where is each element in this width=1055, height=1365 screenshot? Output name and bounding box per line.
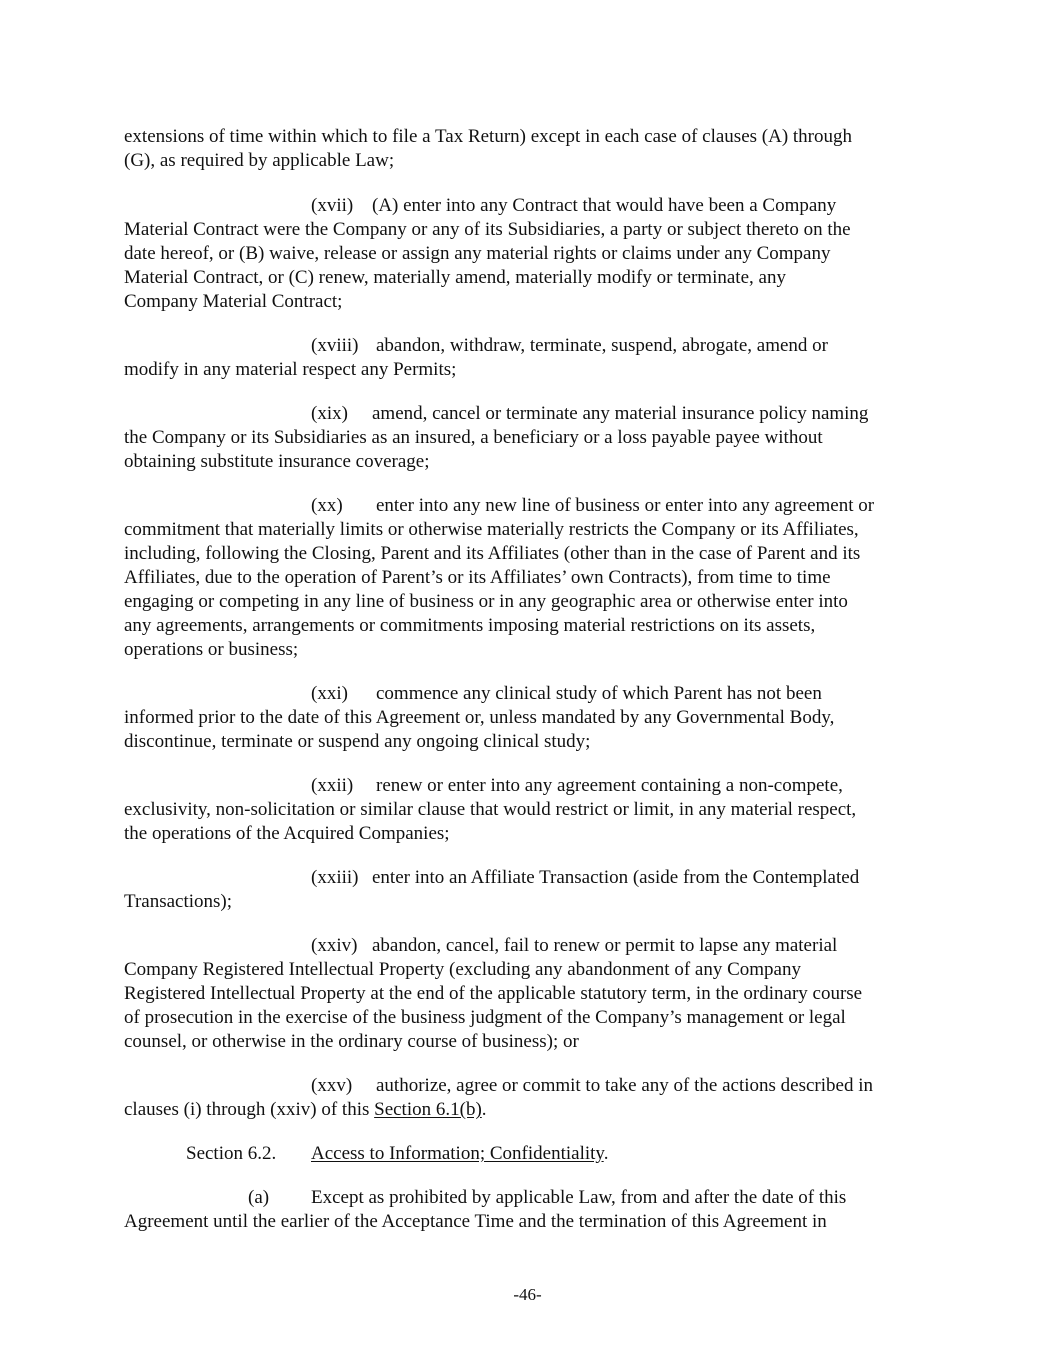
paragraph-line: counsel, or otherwise in the ordinary course of business); or (124, 1031, 579, 1052)
page-number: -46- (513, 1285, 542, 1304)
clause-label: (xvii) (311, 195, 354, 216)
paragraph-text: clauses (i) through (xxiv) of this (124, 1099, 375, 1120)
paragraph-line: Material Contract, or (C) renew, materially amend, materially modify or terminate, any (124, 267, 786, 288)
section-title-suffix: . (603, 1143, 609, 1164)
clause-label: (xxv) (311, 1075, 353, 1096)
clause-label: (xx) (311, 495, 343, 516)
paragraph-line: of prosecution in the exercise of the business judgment of the Company’s management or legal (124, 1007, 846, 1028)
paragraph-line: Registered Intellectual Property at the end of the applicable statutory term, in the ordinary course (124, 983, 863, 1004)
paragraph-line: commitment that materially limits or otherwise materially restricts the Company or its Affiliates, (124, 519, 859, 540)
paragraph-line: Transactions); (124, 891, 233, 912)
section-number: Section 6.2. (186, 1143, 277, 1164)
paragraph-line: including, following the Closing, Parent and its Affiliates (other than in the case of Parent and its (124, 543, 861, 564)
paragraph-line: informed prior to the date of this Agreement or, unless mandated by any Governmental Body, (124, 707, 835, 728)
paragraph-line: Company Material Contract; (124, 291, 343, 312)
clause-text: renew or enter into any agreement containing a non-compete, (376, 775, 843, 796)
clause-text: (A) enter into any Contract that would have been a Company (372, 195, 837, 216)
paragraph-line: (G), as required by applicable Law; (124, 150, 395, 171)
paragraph-line: modify in any material respect any Permits; (124, 359, 457, 380)
clause-text: commence any clinical study of which Parent has not been (376, 683, 822, 704)
paragraph-line: the Company or its Subsidiaries as an insured, a beneficiary or a loss payable payee without (124, 427, 823, 448)
clause-label: (xxiii) (311, 867, 359, 888)
clause-label: (a) (248, 1187, 270, 1208)
paragraph-line: exclusivity, non-solicitation or similar clause that would restrict or limit, in any material respect, (124, 799, 857, 820)
paragraph-line: date hereof, or (B) waive, release or assign any material rights or claims under any Company (124, 243, 831, 264)
clause-text: abandon, cancel, fail to renew or permit to lapse any material (372, 935, 838, 956)
clause-xxv-last-line (124, 1098, 487, 1122)
clause-text: enter into an Affiliate Transaction (aside from the Contemplated (372, 867, 860, 888)
paragraph-line: Affiliates, due to the operation of Parent’s or its Affiliates’ own Contracts), from time to time (124, 567, 831, 588)
section-title: Access to Information; Confidentiality (311, 1143, 604, 1164)
clause-text: amend, cancel or terminate any material insurance policy naming (372, 403, 869, 424)
clause-text: Except as prohibited by applicable Law, from and after the date of this (311, 1187, 847, 1208)
clause-text: abandon, withdraw, terminate, suspend, abrogate, amend or (376, 335, 828, 356)
clause-label: (xxi) (311, 683, 348, 704)
clause-label: (xxii) (311, 775, 354, 796)
paragraph-line: the operations of the Acquired Companies; (124, 823, 450, 844)
paragraph-line: Material Contract were the Company or any of its Subsidiaries, a party or subject thereto on the (124, 219, 851, 240)
paragraph-line: operations or business; (124, 639, 299, 660)
paragraph-line: Agreement until the earlier of the Acceptance Time and the termination of this Agreement in (124, 1211, 827, 1232)
paragraph-line: engaging or competing in any line of business or in any geographic area or otherwise enter into (124, 591, 848, 612)
clause-label: (xix) (311, 403, 348, 424)
clause-label: (xxiv) (311, 935, 358, 956)
paragraph-line: any agreements, arrangements or commitments imposing material restrictions on its assets, (124, 615, 816, 636)
paragraph-line: Company Registered Intellectual Property (excluding any abandonment of any Company (124, 959, 801, 980)
clause-text: enter into any new line of business or enter into any agreement or (376, 495, 875, 516)
clause-label: (xviii) (311, 335, 359, 356)
section-reference-link[interactable]: Section 6.1(b) (374, 1099, 482, 1120)
clause-text: authorize, agree or commit to take any of the actions described in (376, 1075, 873, 1096)
paragraph-text: . (481, 1099, 487, 1120)
paragraph-line: discontinue, terminate or suspend any ongoing clinical study; (124, 731, 591, 752)
paragraph-line: extensions of time within which to file a Tax Return) except in each case of clauses (A) through (124, 126, 853, 147)
paragraph-line: obtaining substitute insurance coverage; (124, 451, 430, 472)
